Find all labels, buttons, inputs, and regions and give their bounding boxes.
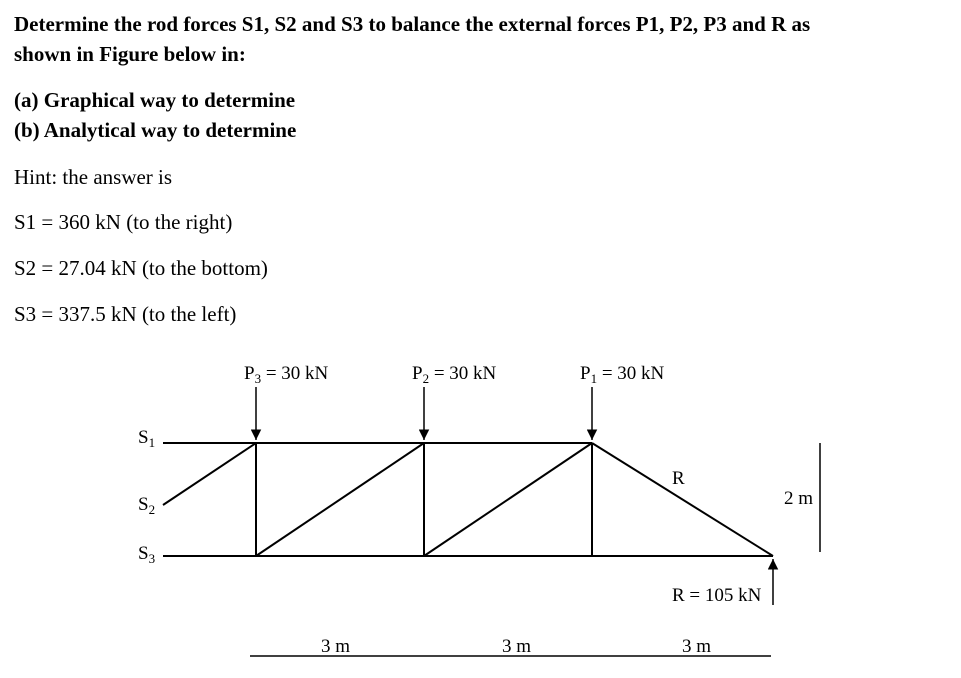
end-diagonal <box>592 443 773 556</box>
span-1-label: 3 m <box>321 636 351 657</box>
p1-label: $P_1 = 30$ kN <box>580 363 665 386</box>
height-label: 2 m <box>784 488 814 509</box>
part-a: (a) Graphical way to determine <box>14 88 296 112</box>
diagonal-member-1 <box>256 443 424 556</box>
s3-label: $S_3$ <box>138 543 156 566</box>
diagonal-member-2 <box>424 443 592 556</box>
hint-intro: Hint: the answer is <box>14 165 173 189</box>
s2-label: $S_2$ <box>138 494 156 517</box>
question-line-2: shown in Figure below in: <box>14 42 246 66</box>
reaction-label: R = 105 kN <box>672 585 762 606</box>
question-line-1: Determine the rod forces S1, S2 and S3 to balance the external forces P1, P2, P3 and R as <box>14 12 811 36</box>
s1-label: $S_1$ <box>138 427 156 450</box>
span-2-label: 3 m <box>502 636 532 657</box>
span-3-label: 3 m <box>682 636 712 657</box>
hint-s3: S3 = 337.5 kN (to the left) <box>14 302 237 326</box>
p2-label: $P_2 = 30$ kN <box>412 363 497 386</box>
hint-s1: S1 = 360 kN (to the right) <box>14 210 233 234</box>
part-b: (b) Analytical way to determine <box>14 118 297 142</box>
p3-label: $P_3 = 30$ kN <box>244 363 329 386</box>
diagonal-s2 <box>163 443 256 505</box>
hint-s2: S2 = 27.04 kN (to the bottom) <box>14 256 268 280</box>
r-label: R <box>672 468 685 489</box>
